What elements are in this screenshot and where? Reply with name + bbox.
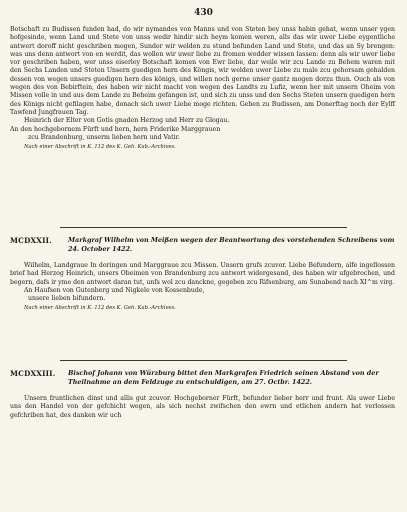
doc2-body-paragraph: Wilhelm, Landgraue In doringen und Marggraue zcu Missen. Unsern grufs zcuvor. Liebe Befundern, alfe ingeflossen brief had Herzog Heinrich, unsers Obeimen von Brandenburg zcu antwort widergesand, des haben wir ufgebrochen, und begern, dafs ir yme den antwort daran tut, unfs wol zcu danckne, gegeben zcu Rifsenburg, am Sunabend nach XI^m virg. [10, 262, 395, 286]
doc3-title: Bischof Johann von Würzburg bittet den Markgrafen Friedrich seinen Abstand von der Theilnahme an dem Feldzuge zu entschuldigen, am 27. Octbr. 1422. [68, 369, 379, 386]
doc2-title: Markgraf Wilhelm von Meißen wegen der Beantwortung des vorstehenden Schreibens vom 24. October 1422. [68, 236, 395, 253]
doc1-source-note: Nach einer Abschrift in K. 112 des K. Geh. Kab.-Archives. [24, 144, 176, 151]
doc3-body-paragraph: Unsern fruntlichen dinst und allis gut zcuvor. Hochgeborner Fürft, befunder lieber herr und frunt. Als uwer Liebe uns den Handel von der gefchicht wegen, als sich nechst zwifschen den ewrn und etlichen andern hat verlossen gefchriben hat, des danken wir uch [10, 395, 395, 419]
document-3 [10, 369, 395, 420]
document-1 [10, 26, 395, 151]
doc1-address-line: An den hochgebornem Fürft und hern, hern Friderike Marggrauen [10, 125, 221, 133]
doc2-number: MCDXXII. [10, 236, 52, 245]
section-divider [60, 227, 347, 228]
doc2-address-line: An Haufsen von Gutenberg und Nigkele von Kossenbude, [24, 286, 205, 294]
doc2-heading [10, 236, 395, 254]
doc1-address-line: zcu Brandenburg, unserm lieben hern und Vatir. [28, 133, 180, 141]
doc3-heading [10, 369, 395, 387]
doc1-body-paragraph: Botschaft zu Budissen funden had, do wir nymandes von Manns und von Steten bey unss habin gehat, wenn unser ygen hofgesinde, wenn Land und Stete von unss wedir hindir sich heym komen weren, alls das wir uwer Liebe eygentliche antwert doroff nicht geschriben mogen, Sunder wir welden zu stund befunden Land und Stete, und das an Sy brengen: was uns denn antwort von en werdit, das wollen wir uwer liebe zu fromen wedder wissen lassen: denn als wir uwer liebe vor geschriben haben, wer unss eiserley Botschaft komen von Ewr liebe, dar weile wir zcu Lande zu Behem waren mit den Sechs Landen und Steten Unsern guedigen hern des Köngis, wir welden uwer Liebe zu male zcu gehorsam gehalden dessen von wegen unsers guedigen hern des königs, und willen noch gerne unser gantz mogen dorzu thun. Ouch als von wegen des von Bebirftein, des haben wir nicht macht von wegen des Landts zu Lufiz, wenn her mit unsern Oheim von Missen volle in und aus dem Lande zu Beheim gefangen ist, und sich zu unss und den Sechs Steten unsern guedigen hern des Königs nicht gefilagen habe, donach sich uwer Liebe moge richten. Geben zu Budissen, am Donerftag noch der Eylff Tawfend Jungfrauen Tag. [10, 26, 395, 116]
document-2 [10, 236, 395, 312]
doc2-address-line: unsere lieben bifundern. [28, 295, 106, 303]
doc3-number: MCDXXIII. [10, 369, 56, 378]
section-divider [60, 360, 347, 361]
page-number: 430 [194, 8, 213, 18]
doc1-signature: Heinrich der Elter von Gotis gnaden Herzog und Herr zu Glogau. [24, 117, 230, 125]
doc2-source-note: Nach einer Abschrift in K. 112 des K. Geh. Kab.-Archives. [24, 305, 176, 312]
